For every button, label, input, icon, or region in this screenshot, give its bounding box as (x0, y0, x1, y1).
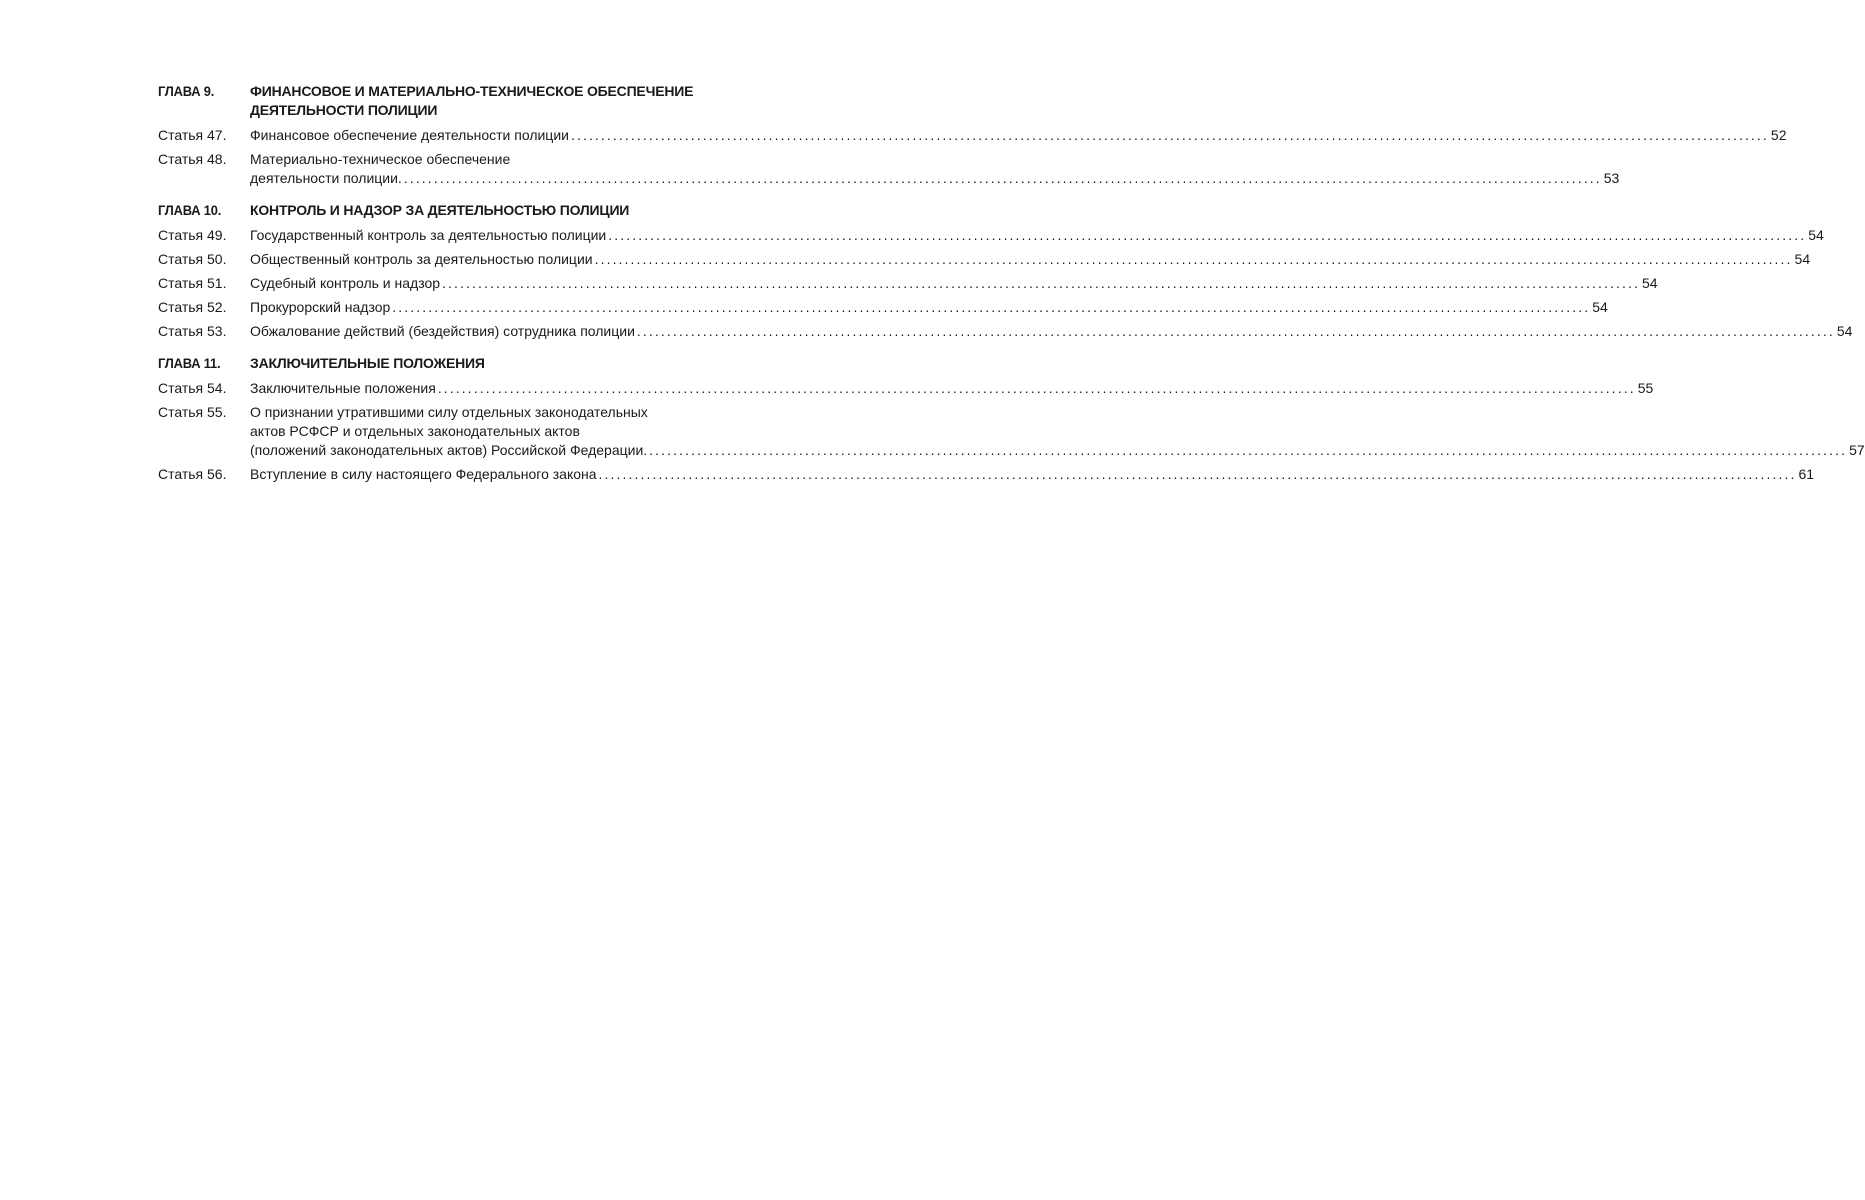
dot-leader: ........................................................................................................................................................................................................ (598, 466, 1797, 482)
page-number: 57 (1849, 442, 1865, 458)
toc-entry[interactable] (158, 379, 1654, 398)
article-title: Судебный контроль и надзор ........................................................................................................................................................................................................ 54 (250, 275, 1658, 291)
table-of-contents (158, 82, 1865, 489)
dot-leader: ........................................................................................................................................................................................................ (608, 227, 1807, 243)
article-title: Государственный контроль за деятельностью полиции ........................................................................................................................................................................................................ 54 (250, 227, 1824, 243)
dot-leader: ........................................................................................................................................................................................................ (403, 170, 1602, 186)
page-number: 52 (1770, 127, 1787, 143)
toc-entry[interactable] (158, 250, 1811, 269)
toc-entry[interactable] (158, 403, 1865, 460)
toc-entry[interactable] (158, 274, 1658, 293)
chapter-heading (158, 201, 742, 220)
chapter-title: КОНТРОЛЬ И НАДЗОР ЗА ДЕЯТЕЛЬНОСТЬЮ ПОЛИЦИИ (250, 202, 630, 218)
article-label: Статья 52. (158, 299, 227, 315)
article-label: Статья 48. (158, 151, 227, 167)
article-label: Статья 54. (158, 380, 227, 396)
page-number: 61 (1798, 466, 1815, 482)
dot-leader: ........................................................................................................................................................................................................ (437, 380, 1636, 396)
article-title: Общественный контроль за деятельностью полиции ........................................................................................................................................................................................................ 54 (250, 251, 1811, 267)
article-title: О признании утратившими силу отдельных законодательных актов РСФСР и отдельных законодательных актов (положений законодательных актов) Российской Федерации. ........................................................................................................................................................................................................ 57 (250, 404, 1865, 458)
toc-entry[interactable] (158, 126, 1787, 145)
article-label: Статья 55. (158, 404, 227, 420)
toc-entry[interactable] (158, 298, 1608, 317)
page-number: 53 (1603, 170, 1620, 186)
chapter-heading (158, 82, 742, 120)
page-number: 54 (1808, 227, 1824, 243)
toc-entry[interactable] (158, 226, 1824, 245)
dot-leader: ........................................................................................................................................................................................................ (392, 299, 1591, 315)
page-number: 55 (1637, 380, 1654, 396)
article-title: Финансовое обеспечение деятельности полиции ........................................................................................................................................................................................................ 52 (250, 127, 1787, 143)
toc-entry[interactable] (158, 322, 1853, 341)
chapter-title: ЗАКЛЮЧИТЕЛЬНЫЕ ПОЛОЖЕНИЯ (250, 355, 485, 371)
dot-leader: ........................................................................................................................................................................................................ (636, 323, 1835, 339)
article-label: Статья 56. (158, 466, 227, 482)
article-label: Статья 53. (158, 323, 227, 339)
chapter-label: ГЛАВА 10. (158, 202, 222, 218)
dot-leader: ........................................................................................................................................................................................................ (649, 442, 1848, 458)
page-number: 54 (1836, 323, 1853, 339)
toc-entry[interactable] (158, 150, 1620, 188)
page-number: 54 (1592, 299, 1608, 315)
chapter-heading (158, 354, 742, 373)
article-title: Вступление в силу настоящего Федерального закона ........................................................................................................................................................................................................ 61 (250, 466, 1815, 482)
article-title: Прокурорский надзор ........................................................................................................................................................................................................ 54 (250, 299, 1608, 315)
dot-leader: ........................................................................................................................................................................................................ (570, 127, 1769, 143)
article-title: Обжалование действий (бездействия) сотрудника полиции ........................................................................................................................................................................................................ 54 (250, 323, 1853, 339)
chapter-label: ГЛАВА 9. (158, 83, 215, 99)
article-label: Статья 47. (158, 127, 227, 143)
toc-entry[interactable] (158, 465, 1815, 484)
page-number: 54 (1794, 251, 1811, 267)
article-label: Статья 49. (158, 227, 227, 243)
chapter-label: ГЛАВА 11. (158, 355, 221, 371)
article-label: Статья 50. (158, 251, 227, 267)
article-label: Статья 51. (158, 275, 227, 291)
chapter-title: ФИНАНСОВОЕ И МАТЕРИАЛЬНО-ТЕХНИЧЕСКОЕ ОБЕСПЕЧЕНИЕ ДЕЯТЕЛЬНОСТИ ПОЛИЦИИ (250, 83, 694, 118)
article-title: Заключительные положения ........................................................................................................................................................................................................ 55 (250, 380, 1654, 396)
article-title: Материально-техническое обеспечение деятельности полиции. ........................................................................................................................................................................................................ 53 (250, 151, 1620, 186)
dot-leader: ........................................................................................................................................................................................................ (442, 275, 1640, 291)
page-number: 54 (1641, 275, 1658, 291)
dot-leader: ........................................................................................................................................................................................................ (594, 251, 1793, 267)
